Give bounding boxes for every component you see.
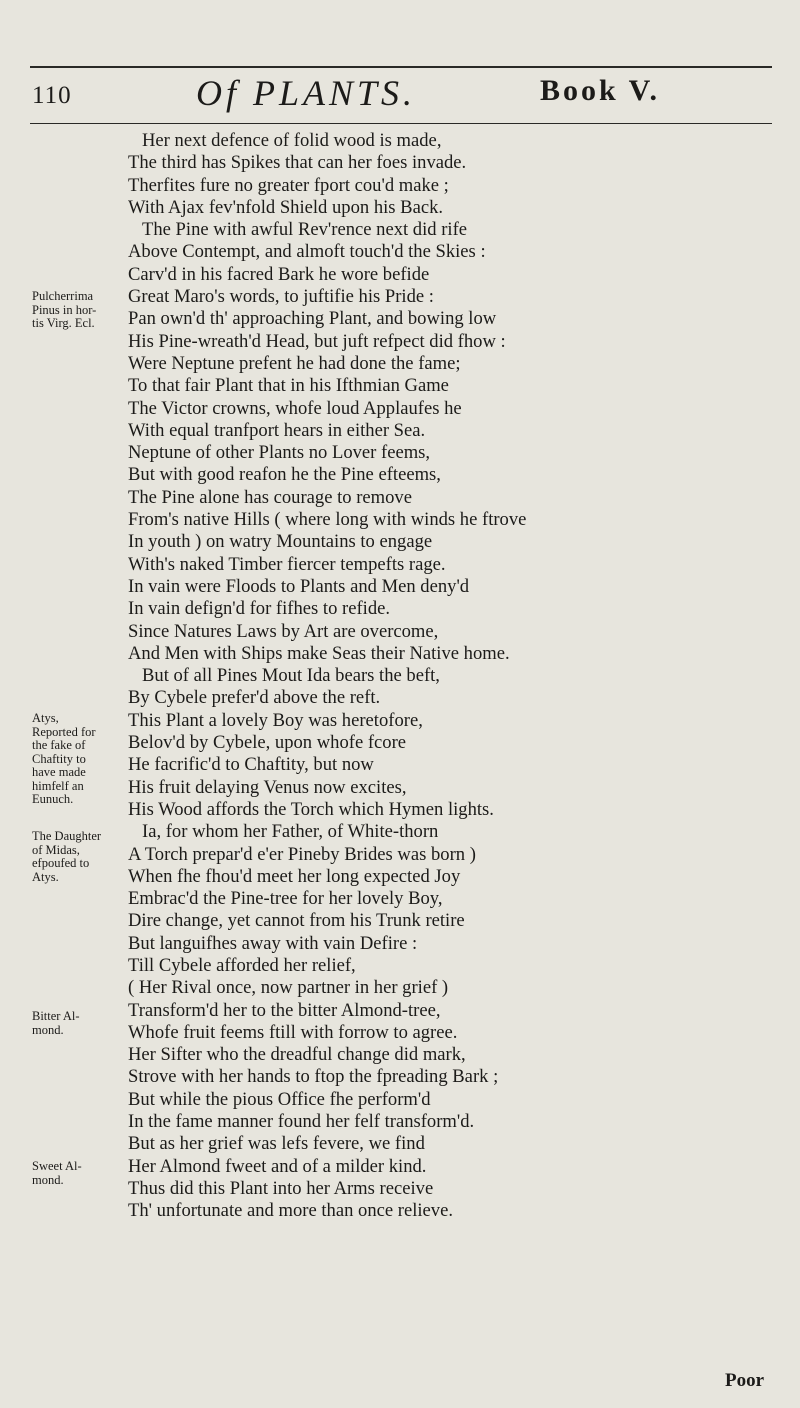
verse-line: Her Almond fweet and of a milder kind. <box>128 1155 427 1177</box>
header-rule <box>30 66 772 68</box>
verse-line: In vain defign'd for fifhes to refide. <box>128 598 391 620</box>
verse-line: In the fame manner found her felf transform'd. <box>128 1111 475 1133</box>
verse-line: Her next defence of folid wood is made, <box>142 130 442 151</box>
verse-line: Since Natures Laws by Art are overcome, <box>128 620 439 642</box>
verse-line: With equal tranfport hears in either Sea. <box>128 419 426 441</box>
margin-note-line: Pulcherrima <box>32 289 94 303</box>
margin-note-line: the fake of <box>32 738 86 752</box>
verse-line: The Pine with awful Rev'rence next did rife <box>142 219 468 241</box>
verse-line: This Plant a lovely Boy was heretofore, <box>128 709 423 731</box>
margin-note-line: The Daughter <box>32 829 102 843</box>
margin-note-daughter-of-midas <box>32 830 128 884</box>
verse-line: In youth ) on watry Mountains to engage <box>128 531 433 553</box>
verse-line: Thus did this Plant into her Arms receive <box>128 1177 434 1199</box>
verse-line: By Cybele prefer'd above the reft. <box>128 687 381 709</box>
margin-note-line: Chaftity to <box>32 751 86 766</box>
verse-line: Dire change, yet cannot from his Trunk retire <box>128 910 465 932</box>
running-title: Of PLANTS. <box>196 73 417 113</box>
margin-note-line: Bitter Al- <box>32 1009 80 1023</box>
verse-line: Till Cybele afforded her relief, <box>128 954 356 976</box>
verse-line: And Men with Ships make Seas their Native home. <box>128 642 510 664</box>
margin-note-line: mond. <box>32 1022 64 1037</box>
verse-line: His fruit delaying Venus now excites, <box>128 776 407 798</box>
verse-line: Above Contempt, and almoft touch'd the Skies : <box>128 241 486 263</box>
verse-line: A Torch prepar'd e'er Pineby Brides was born ) <box>128 843 476 865</box>
page-number: 110 <box>32 82 72 109</box>
verse-line: The Pine alone has courage to remove <box>128 486 412 508</box>
verse-line: Transform'd her to the bitter Almond-tree, <box>128 999 441 1021</box>
verse-line: Th' unfortunate and more than once relieve. <box>128 1200 453 1222</box>
catchword: Poor <box>725 1370 765 1391</box>
margin-note-line: efpoufed to <box>32 856 90 870</box>
verse-line: Belov'd by Cybele, upon whofe fcore <box>128 732 407 754</box>
verse-line: But as her grief was lefs fevere, we find <box>128 1133 425 1155</box>
verse-line: Pan own'd th' approaching Plant, and bowing low <box>128 308 497 330</box>
margin-note-line: of Midas, <box>32 842 80 857</box>
verse-line: Embrac'd the Pine-tree for her lovely Boy, <box>128 888 443 910</box>
margin-note-line: Atys. <box>32 869 59 884</box>
verse-line: Whofe fruit feems ftill with forrow to agree. <box>128 1021 458 1043</box>
verse-line: Carv'd in his facred Bark he wore befide <box>128 263 430 285</box>
verse-line: His Pine-wreath'd Head, but juft refpect did fhow : <box>128 330 506 352</box>
margin-note-line: himfelf an <box>32 778 84 793</box>
verse-line: ( Her Rival once, now partner in her grief ) <box>128 977 449 999</box>
verse-text <box>128 130 778 1223</box>
verse-line: His Wood affords the Torch which Hymen lights. <box>128 798 494 820</box>
verse-line: From's native Hills ( where long with winds he ftrove <box>128 509 527 531</box>
verse-line: With's naked Timber fiercer tempefts rage. <box>128 553 446 575</box>
verse-line: But with good reafon he the Pine efteems, <box>128 464 441 486</box>
margin-note-sweet-almond <box>32 1160 128 1187</box>
verse-line: The Victor crowns, whofe loud Applaufes he <box>128 397 462 419</box>
verse-line: In vain were Floods to Plants and Men deny'd <box>128 575 470 597</box>
margin-note-atys <box>32 712 128 807</box>
verse-line: But languifhes away with vain Defire : <box>128 932 418 954</box>
verse-line: To that fair Plant that in his Ifthmian Game <box>128 375 449 397</box>
verse-line: With Ajax fev'nfold Shield upon his Back. <box>128 196 444 218</box>
margin-note-line: tis Virg. Ecl. <box>32 316 95 330</box>
verse-line: Strove with her hands to ftop the fpreading Bark ; <box>128 1066 499 1088</box>
verse-line: But while the pious Office fhe perform'd <box>128 1088 431 1110</box>
margin-note-pulcherrima <box>32 290 128 331</box>
verse-line: Her Sifter who the dreadful change did mark, <box>128 1044 466 1066</box>
verse-line: Were Neptune prefent he had done the fame; <box>128 352 461 374</box>
verse-line: The third has Spikes that can her foes invade. <box>128 152 467 174</box>
verse-line: Ia, for whom her Father, of White-thorn <box>142 821 439 843</box>
margin-note-line: Reported for <box>32 724 96 739</box>
margin-note-line: Sweet Al- <box>32 1159 82 1173</box>
margin-note-line: mond. <box>32 1172 64 1187</box>
margin-note-line: Eunuch. <box>32 792 74 806</box>
verse-line: When fhe fhou'd meet her long expected Joy <box>128 865 461 887</box>
margin-note-line: have made <box>32 765 86 779</box>
verse-line: Neptune of other Plants no Lover feems, <box>128 442 431 464</box>
margin-note-line: Atys, <box>32 711 59 725</box>
header-underline <box>30 123 772 124</box>
verse-line: He facrific'd to Chaftity, but now <box>128 754 374 776</box>
verse-line: Great Maro's words, to juftifie his Pride : <box>128 286 434 308</box>
verse-line: Therfites fure no greater fport cou'd make ; <box>128 174 449 196</box>
margin-note-line: Pinus in hor- <box>32 302 97 317</box>
book-label: Book V. <box>540 74 660 107</box>
verse-line: But of all Pines Mout Ida bears the beft, <box>142 665 440 687</box>
margin-note-bitter-almond <box>32 1010 128 1037</box>
